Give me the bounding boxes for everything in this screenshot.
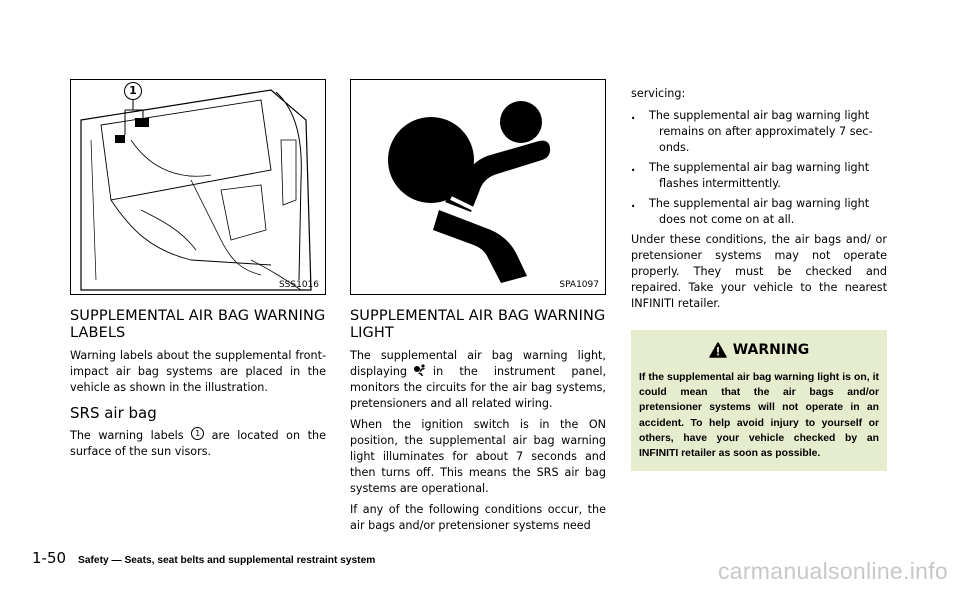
airbag-warning-icon — [351, 80, 605, 294]
text-fragment: The supplemental air bag warning light, displaying — [350, 349, 606, 378]
bullet-dot-icon: . — [631, 161, 636, 174]
body-paragraph: When the ignition switch is in the ON position, the supplemental air bag warning light illuminates for about 7 seconds and then turns off. This means the SRS air bag systems are operational. — [350, 418, 606, 495]
page-number: 1-50 — [32, 549, 67, 567]
bullet-continuation: remains on after approximately 7 sec- onds. — [659, 125, 873, 154]
right-column — [631, 86, 887, 471]
body-paragraph: If any of the following conditions occur, the air bags and/or pretensioner systems need — [350, 503, 606, 532]
subsection-heading: SRS air bag — [70, 404, 157, 422]
section-title: Safety — Seats, seat belts and supplemental restraint system — [78, 555, 376, 566]
callout-number-icon — [191, 427, 204, 440]
text-fragment: in the instrument panel, monitors the circuits for the air bag systems, pretensioners and all related wiring. — [350, 365, 606, 410]
body-paragraph — [70, 428, 326, 460]
car-interior-drawing — [71, 80, 325, 294]
bullet-text: The supplemental air bag warning light — [649, 197, 870, 210]
bullet-continuation: flashes intermittently. — [659, 177, 781, 190]
bullet-continuation: does not come on at all. — [659, 213, 795, 226]
bullet-text: The supplemental air bag warning light — [649, 161, 870, 174]
callout-number: 1 — [195, 429, 201, 438]
body-paragraph: servicing: — [631, 87, 686, 100]
body-paragraph: Under these conditions, the air bags and/ or pretensioner systems may not operate properly. They must be checked and repaired. Take your vehicle to the nearest INFINITI retailer. — [631, 233, 887, 310]
airbag-warning-icon — [413, 364, 429, 377]
airbag-warning-symbol-illustration — [350, 79, 606, 295]
bullet-dot-icon: . — [631, 109, 636, 122]
warning-title: WARNING — [732, 342, 810, 358]
list-item — [631, 196, 887, 228]
sun-visor-label-illustration — [70, 79, 326, 295]
body-paragraph — [350, 348, 606, 412]
bullet-text: The supplemental air bag warning light — [649, 109, 870, 122]
warning-text: If the supplemental air bag warning light is on, it could mean that the air bags and/or pretensioner systems will not operate in an accident. To help avoid injury to yourself or others, have your vehicle checked by an INFINITI retailer as soon as possible. — [639, 372, 879, 460]
list-item — [631, 108, 887, 156]
left-column — [70, 79, 326, 465]
page-footer — [32, 549, 375, 567]
warning-triangle-icon — [709, 342, 727, 358]
section-heading: SUPPLEMENTAL AIR BAG WARNING LIGHT — [350, 308, 606, 341]
bullet-dot-icon: . — [631, 197, 636, 210]
middle-column — [350, 79, 606, 539]
watermark: carmanualsonline.info — [717, 558, 948, 584]
warning-header — [639, 342, 879, 358]
section-heading: SUPPLEMENTAL AIR BAG WARNING LABELS — [70, 308, 326, 341]
text-fragment: are located on the surface of the sun visors. — [70, 429, 327, 458]
warning-box — [631, 330, 887, 471]
figure-code: SSS1016 — [278, 280, 319, 290]
callout-marker: 1 — [124, 82, 142, 100]
text-fragment: The warning labels — [70, 429, 184, 442]
body-paragraph: Warning labels about the supplemental front-impact air bag systems are placed in the vehicle as shown in the illustration. — [70, 349, 326, 394]
list-item — [631, 160, 887, 192]
figure-code: SPA1097 — [559, 280, 599, 290]
